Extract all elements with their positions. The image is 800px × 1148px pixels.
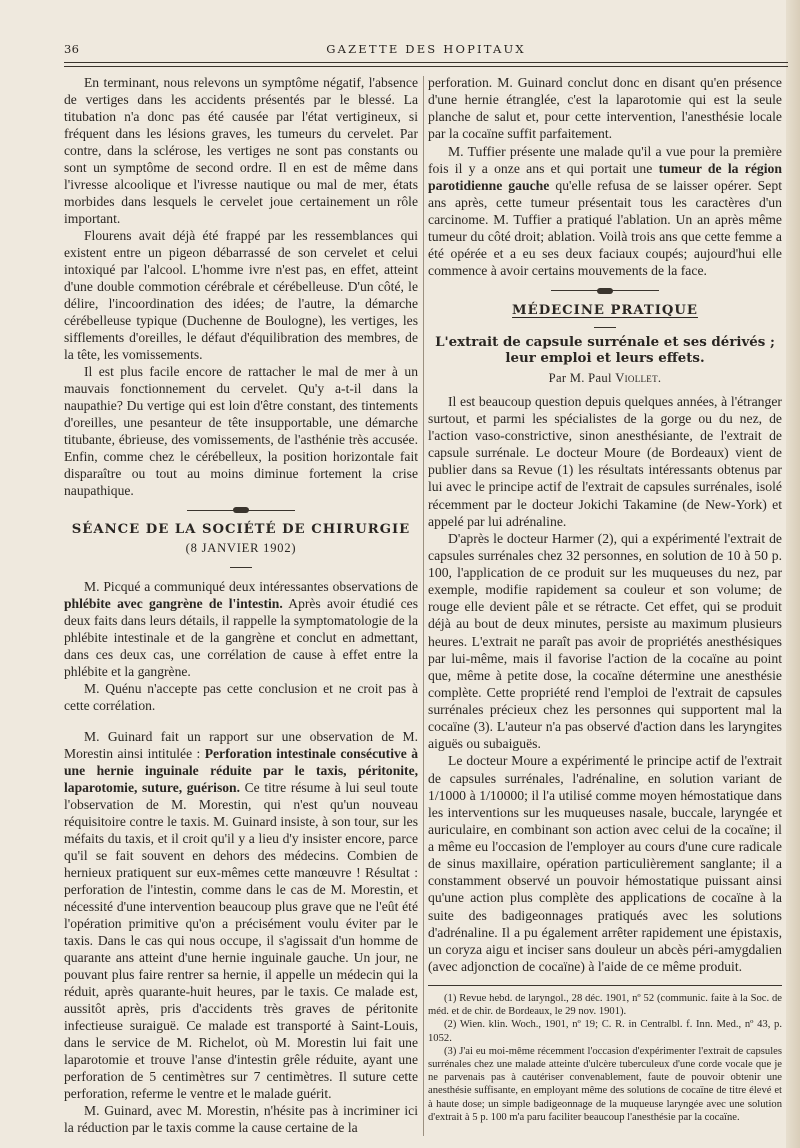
left-column	[64, 72, 418, 1138]
text-run: M. Tuffier présente une malade qu'il a vue pour la première fois il y a onze ans et qui portait une	[428, 143, 782, 176]
header-rule-thin	[64, 66, 788, 67]
text-run: Après avoir étudié ces deux faits dans leurs détails, il rappelle la symptomatologie de la phlébite intestinale et de la gangrène et conclut en admettant, dans ces deux cas, une corrélation de cause à effet entre la phlébite et la gangrène.	[64, 596, 419, 679]
text-run: Ce titre résume à lui seul toute l'observation de M. Morestin, qui n'est qu'un nouveau réquisitoire contre le taxis. M. Guinard insiste, à son tour, sur les méfaits du taxis, et il croit qu'il y a lieu d'y insister encore, parce qu'il se fait souvent en dehors des médecins. Combien de hernieux pratiquent sur eux-mêmes cette manœuvre ! Résultat : perforation de l'intestin, comme dans le cas de M. Morestin, et nécessité d'une intervention beaucoup plus grave que ne l'eût été l'opération primitive qu'on a précisément voulu éviter par le taxis. Dans le cas qui nous occupe, il s'agissait d'un homme de quarante ans atteint d'une hernie inguinale gauche. Un jour, ne pouvant plus faire rentrer sa hernie, il appelle un médecin qui la réduit, après quarante-huit heures, par le taxis. Ce malade est, aussitôt après, pris d'accidents très graves de péritonite infectieuse suraiguë. Ce malade est transporté à Saint-Louis, dans le service de M. Richelot, où M. Morestin lui fait une laparotomie et trouve l'anse d'intestin grêle réduite, ayant une perforation de 5 centimètres sur 7 centimètres. Il suture cette perforation, referme le ventre et le malade guérit.	[64, 780, 418, 1101]
page-number: 36	[64, 42, 80, 56]
footnote-rule	[428, 985, 782, 986]
paragraph	[64, 578, 418, 680]
bold-run: Perforation intestinale consécutive à une hernie inguinale réduite par le taxis, péritonite, laparotomie, suture, guérison.	[64, 746, 418, 795]
paragraph: M. Guinard, avec M. Morestin, n'hésite pas à incriminer ici la réduction par le taxis comme la cause certaine de la	[64, 1103, 418, 1135]
section-date: (8 JANVIER 1902)	[185, 541, 297, 555]
section-title: SÉANCE DE LA SOCIÉTÉ DE CHIRURGIE	[71, 522, 411, 537]
byline-suffix: .	[657, 370, 662, 385]
byline	[428, 370, 782, 387]
paragraph: En terminant, nous relevons un symptôme négatif, l'absence de vertiges dans les accidents présentés par le blessé. La titubation n'a donc pas été causée par l'état vertigineux, si fréquent dans les lésions graves, les tumeurs du cervelet. Par contre, dans la sclérose, les vertiges ne sont pas constants ou sont un symptôme de second ordre. Il en est de même dans l'ivresse alcoolique et l'ivresse nautique ou mal de mer, états morbides dans lesquels le cervelet joue certainement un rôle important.	[64, 75, 418, 226]
journal-title: GAZETTE DES HOPITAUX	[326, 42, 526, 56]
header-rule	[64, 62, 788, 63]
paragraph	[64, 728, 418, 1102]
section-title: MÉDECINE PRATIQUE	[512, 302, 698, 318]
footnote: (2) Wien. klin. Woch., 1901, nº 19; C. R. in Centralbl. f. Inn. Med., nº 43, p. 1052.	[428, 1019, 782, 1044]
paragraph: Il est plus facile encore de rattacher le mal de mer à un mauvais fonctionnement du cervelet. Qu'y a-t-il dans la naupathie? Du vertige qui est loin d'être constant, des tintements d'oreilles, une pesanteur de tête insupportable, une démarche titubante, ébrieuse, des vomissements, de l'asthénie très accusée. Enfin, comme chez le cérébelleux, la position horizontale fait disparaître ou tout au moins diminue fortement la crise naupathique.	[64, 364, 418, 498]
footnote: (1) Revue hebd. de laryngol., 28 déc. 1901, nº 52 (communic. faite à la Soc. de méd. et de chir. de Bordeaux, le 29 nov. 1901).	[428, 993, 782, 1018]
text-run: qu'elle refusa de se laisser opérer. Sept ans après, cette tumeur présentait tous les caractères d'un carcinome. M. Tuffier a pratiqué l'ablation. Un an après même tumeur du côté droit; ablation. Voilà trois ans que cette femme a été opérée et a eu ses deux faciaux coupés; aujourd'hui elle commence à avoir certains mouvements de la face.	[428, 177, 783, 279]
section-ornament	[187, 507, 295, 513]
bold-run: phlébite avec gangrène de l'intestin.	[64, 596, 283, 611]
paragraph: D'après le docteur Harmer (2), qui a expérimenté l'extrait de capsules surrénales chez 32 personnes, en solution de 10 à 50 p. 100, l'application de ce produit sur les muqueuses du nez, par exemple, modifie rapidement sa couleur et son volume; de rouge elle devient pâle et se rétracte. Cet effet, qui se produit déjà au bout de deux minutes, persiste au maximum plusieurs heures. L'extrait ne paraît pas avoir de propriétés anesthésiques par lui-même, mais il favorise l'action de la cocaïne au point que, même à petite dose, la cocaïne détermine une anesthésie complète. Cette propriété rend l'emploi de l'extrait de capsules surrénales précieux chez les personnes qui supportent mal la cocaïne (3). L'auteur n'a pas observé d'action dans les laryngites aiguës ou subaiguës.	[428, 530, 782, 752]
bold-run: tumeur de la région parotidienne gauche	[428, 160, 783, 193]
paragraph: M. Quénu n'accepte pas cette conclusion et ne croit pas à cette corrélation.	[64, 681, 418, 713]
text-run: M. Guinard fait un rapport sur une observation de M. Morestin ainsi intitulée :	[64, 729, 418, 761]
paragraph: Le docteur Moure a expérimenté le principe actif de l'extrait de capsules surrénales, l'adrénaline, en solution variant de 1/1000 à 1/10000; il l'a utilisé comme moyen hémostatique dans les interventions sur les muqueuses nasale, buccale, laryngée et auriculaire, en combinant son action avec celui de la cocaïne; il a même eu l'occasion de l'employer au cours d'une cure radicale de sinus maxillaire, opération particulièrement sanglante; il a constamment observé un pouvoir hémostatique puissant ainsi qu'une action plus complète des applications de cocaïne à la suite des badigeonnages pratiqués avec les solutions d'adrénaline. Il a pu également arrêter rapidement une épistaxis, un coryza aigu et inciser sans douleur un abcès péri-amygdalien (avec adjonction de cocaïne) à l'aide de ce même produit.	[428, 753, 782, 974]
right-column	[428, 72, 782, 1138]
byline-author: Viollet	[615, 370, 658, 385]
paragraph	[428, 143, 782, 280]
text-run: M. Picqué a communiqué deux intéressantes observations de	[84, 579, 418, 594]
paragraph: Il est beaucoup question depuis quelques années, à l'étranger surtout, et parmi les spécialistes de la gorge ou du nez, de l'action vaso-constrictive, sinon anesthésiante, de l'extrait de capsule surrénale. Le docteur Moure (de Bordeaux) vient de publier dans sa Revue (1) les résultats intéressants obtenus par lui avec le principe actif de l'extrait de capsules surrénales, isolé récemment par le docteur Jokichi Takamine (de New-York) et appelé par lui adrénaline.	[428, 393, 782, 529]
paragraph: Flourens avait déjà été frappé par les ressemblances qui existent entre un pigeon débarrassé de son cervelet et celui intoxiqué par l'alcool. L'homme ivre n'est pas, en effet, atteint d'une double commotion cérébrale et cérébelleuse. D'un côté, le délire, l'incoordination des idées; de l'autre, la démarche cérébelleuse typique (Duchenne de Boulogne), les vertiges, les sifflements d'oreilles, le défaut d'équilibration des membres, de la tête, les vomissements.	[64, 228, 418, 362]
article-title: L'extrait de capsule surrénale et ses dérivés ; leur emploi et leurs effets.	[435, 333, 775, 366]
page-header	[64, 42, 788, 58]
paragraph: perforation. M. Guinard conclut donc en disant qu'en présence d'une hernie étranglée, c'est la laparotomie qui est la seule planche de salut et, pour cette intervention, l'anesthésie locale par la cocaïne suffit parfaitement.	[428, 75, 782, 142]
small-rule	[594, 327, 616, 328]
byline-prefix: Par M. Paul	[548, 370, 616, 385]
section-ornament	[551, 288, 659, 294]
column-divider	[423, 76, 424, 1136]
page-edge	[786, 0, 800, 1148]
footnote: (3) J'ai eu moi-même récemment l'occasion d'expérimenter l'extrait de capsules surrénales chez une malade atteinte d'ulcère tuberculeux d'une corde vocale que je ne parvenais pas à cautériser convenablement, faute de pouvoir obtenir une anesthésie suffisante, en employant même des solutions de cocaïne de titre élevé et à haute dose; un simple badigeonnage de la muqueuse laryngée avec une solution d'extrait à 5 p. 100 m'a paru faciliter beaucoup l'anesthésie par la cocaïne.	[428, 1045, 782, 1123]
small-rule	[230, 567, 252, 568]
